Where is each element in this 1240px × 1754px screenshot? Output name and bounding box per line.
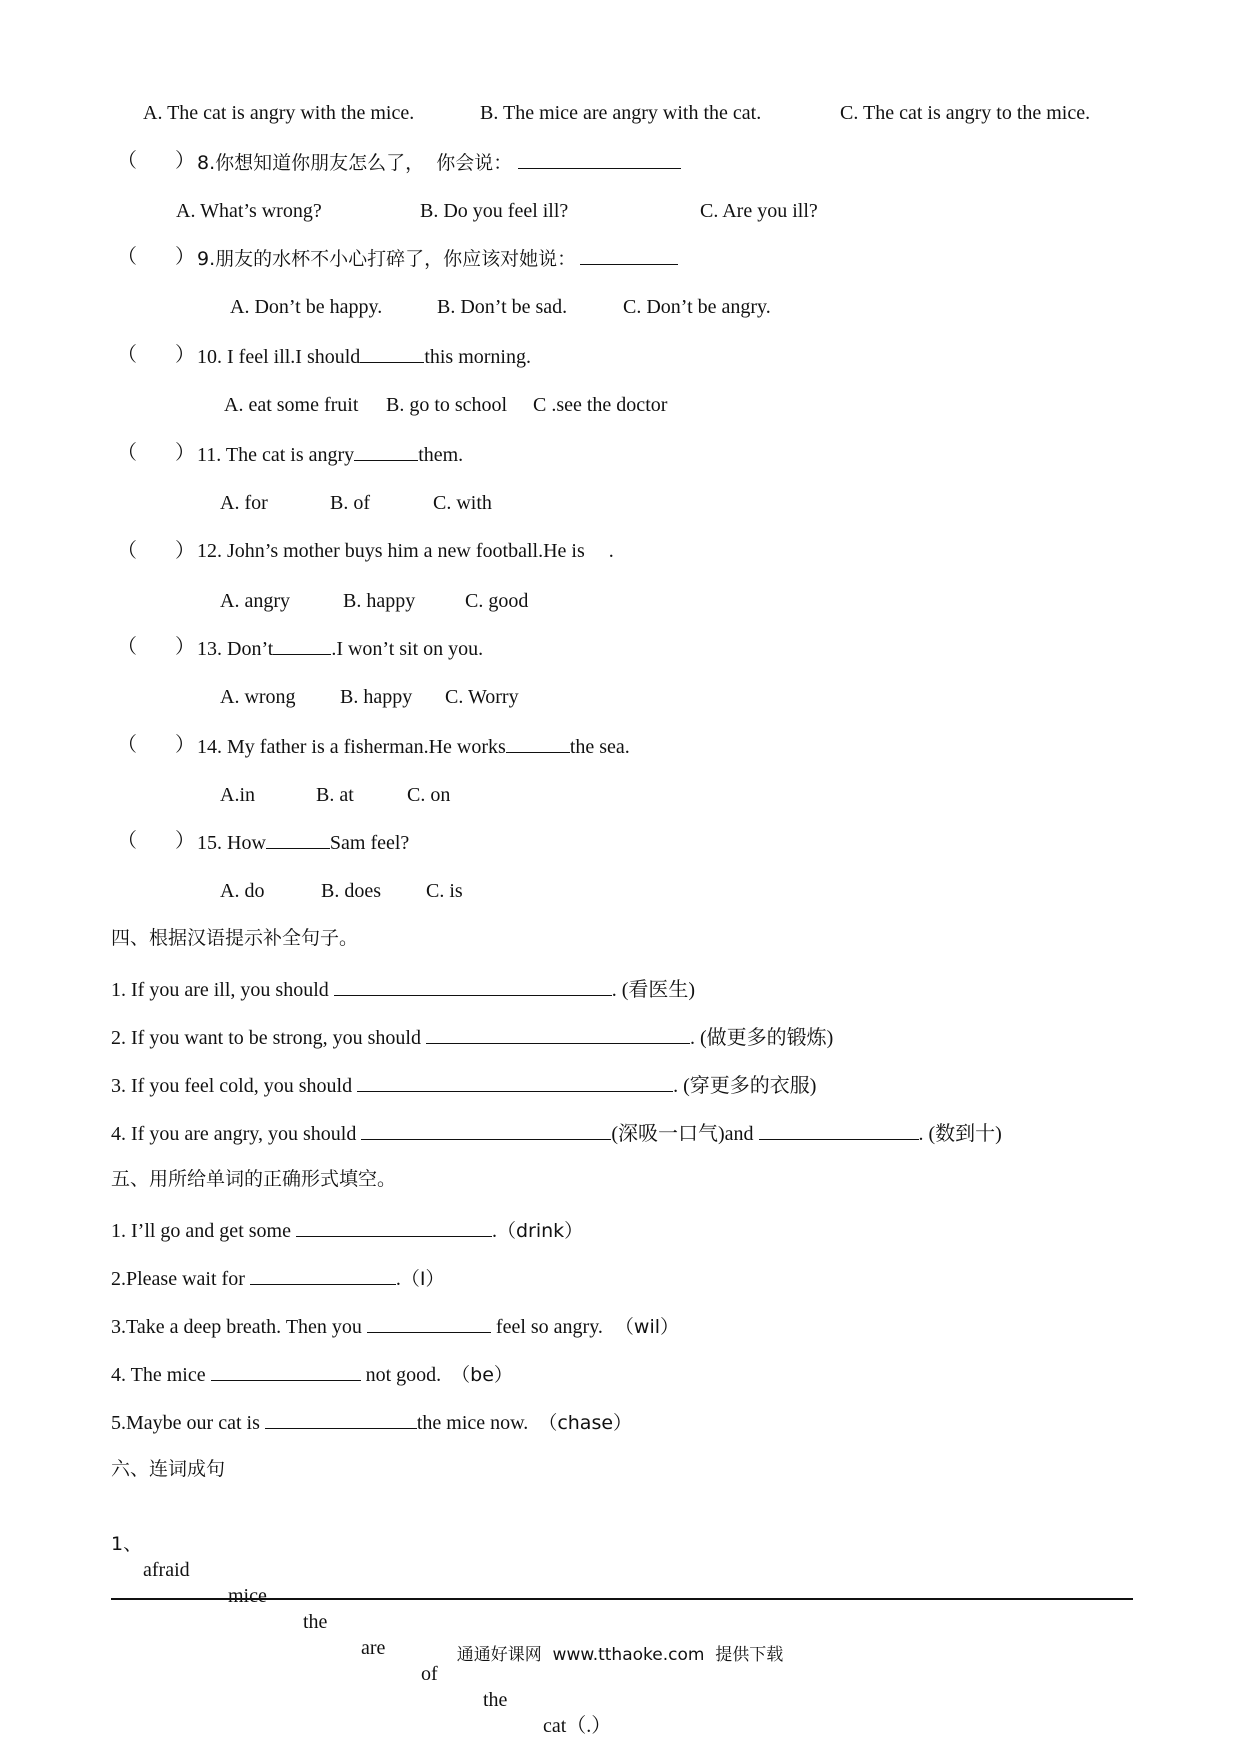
answer-paren-close: ） (175, 344, 195, 366)
answer-blank[interactable] (266, 828, 330, 849)
question-10 (197, 342, 531, 370)
q12-option-c: C. good (465, 590, 529, 612)
q8-option-a: A. What’s wrong? (176, 200, 322, 222)
q12-option-b: B. happy (343, 590, 416, 612)
s5-item-text: 1. I’ll go and get some (111, 1220, 296, 1242)
answer-blank[interactable] (250, 1264, 396, 1285)
question-text-before: Don’t (222, 638, 274, 660)
q9-option-b: B. Don’t be sad. (437, 296, 568, 318)
q9-option-c: C. Don’t be angry. (623, 296, 771, 318)
s5-item-hint: （wil） (614, 1316, 680, 1338)
s5-item-4 (111, 1360, 513, 1388)
question-text-after: .I won’t sit on you. (331, 638, 484, 660)
s4-item-hint: . (数到十) (918, 1123, 1002, 1145)
answer-paren-open: （ (117, 344, 137, 366)
s5-item-hint: （chase） (538, 1412, 633, 1434)
q14-option-a: A.in (220, 784, 255, 806)
s5-item-hint: （be） (451, 1364, 513, 1386)
q13-option-b: B. happy (340, 686, 413, 708)
scrambled-word: the (483, 1689, 508, 1711)
question-text-before: I feel ill.I should (222, 346, 361, 368)
scrambled-word: afraid (143, 1559, 190, 1581)
s5-item-text-after: the mice now. (416, 1412, 529, 1434)
answer-paren-open: （ (117, 442, 137, 464)
question-number: 10. (197, 346, 222, 368)
scrambled-word: mice (228, 1585, 267, 1607)
s5-item-text: 3.Take a deep breath. Then you (111, 1316, 367, 1338)
answer-blank[interactable] (367, 1312, 491, 1333)
s4-item-2 (111, 1023, 833, 1051)
answer-paren-close: ） (175, 442, 195, 464)
s4-item-text: 1. If you are ill, you should (111, 979, 334, 1001)
answer-blank[interactable] (759, 1119, 919, 1140)
question-text-before: My father is a fisherman.He works (222, 736, 506, 758)
q14-option-c: C. on (407, 784, 451, 806)
scrambled-word: cat（.） (543, 1715, 612, 1737)
answer-blank[interactable] (296, 1216, 492, 1237)
question-number: 13. (197, 638, 222, 660)
answer-paren-open: （ (117, 734, 137, 756)
answer-paren-close: ） (175, 734, 195, 756)
question-text-after: this morning. (424, 346, 531, 368)
s5-item-text-after: not good. (360, 1364, 442, 1386)
question-number: 12. (197, 540, 222, 562)
answer-paren-open: （ (117, 246, 137, 268)
s4-item-hint: (深吸一口气)and (611, 1123, 759, 1145)
answer-blank[interactable] (361, 1119, 611, 1140)
scrambled-word: are (361, 1637, 386, 1659)
question-number: 11. (197, 444, 222, 466)
question-text-before: How (222, 832, 266, 854)
answer-blank[interactable] (211, 1360, 361, 1381)
s5-item-text: 4. The mice (111, 1364, 211, 1386)
q8-option-b: B. Do you feel ill? (420, 200, 569, 222)
question-text-after: the sea. (569, 736, 630, 758)
question-text-before: The cat is angry (221, 444, 355, 466)
question-number: 9. (197, 248, 216, 270)
question-text-after: Sam feel? (329, 832, 410, 854)
s5-item-text: 5.Maybe our cat is (111, 1412, 265, 1434)
s6-item-1 (111, 1505, 612, 1739)
q10-option-a: A. eat some fruit (224, 394, 359, 416)
s5-item-2 (111, 1264, 444, 1292)
question-text: 你想知道你朋友怎么了， 你会说： (215, 152, 513, 174)
q15-option-b: B. does (321, 880, 381, 902)
q9-option-a: A. Don’t be happy. (230, 296, 383, 318)
q10-option-b: B. go to school (386, 394, 508, 416)
q13-option-c: C. Worry (445, 686, 519, 708)
answer-paren-open: （ (117, 540, 137, 562)
answer-blank[interactable] (360, 342, 424, 363)
q7-option-c: C. The cat is angry to the mice. (840, 102, 1091, 124)
s5-item-text-after: . (395, 1268, 401, 1290)
q8-option-c: C. Are you ill? (700, 200, 818, 222)
answer-paren-close: ） (175, 540, 195, 562)
scrambled-word: of (421, 1663, 438, 1685)
s4-item-4 (111, 1119, 1002, 1147)
scrambled-word: the (303, 1611, 328, 1633)
answer-paren-close: ） (175, 636, 195, 658)
q11-option-b: B. of (330, 492, 370, 514)
answer-blank[interactable] (357, 1071, 673, 1092)
answer-paren-open: （ (117, 830, 137, 852)
q15-option-a: A. do (220, 880, 265, 902)
footer-text: 通通好课网 www.tthaoke.com 提供下载 (456, 1645, 784, 1665)
section-4-title: 四、根据汉语提示补全句子。 (111, 927, 359, 949)
q12-option-a: A. angry (220, 590, 290, 612)
s4-item-text: 3. If you feel cold, you should (111, 1075, 358, 1097)
s4-item-3 (111, 1071, 816, 1099)
answer-paren-open: （ (117, 636, 137, 658)
answer-blank[interactable] (273, 634, 331, 655)
answer-blank[interactable] (426, 1023, 690, 1044)
s5-item-text: 2.Please wait for (111, 1268, 250, 1290)
q11-option-a: A. for (220, 492, 268, 514)
s4-item-hint: . (做更多的锻炼) (689, 1027, 834, 1049)
section-6-title: 六、连词成句 (111, 1458, 226, 1480)
section-5-title: 五、用所给单词的正确形式填空。 (111, 1168, 397, 1190)
question-number: 14. (197, 736, 222, 758)
question-13 (197, 634, 483, 662)
answer-paren-open: （ (117, 150, 137, 172)
s4-item-text: 4. If you are angry, you should (111, 1123, 362, 1145)
question-14 (197, 732, 630, 760)
question-text-after: them. (418, 444, 464, 466)
q10-option-c: C .see the doctor (533, 394, 668, 416)
question-number: 8. (197, 152, 216, 174)
s5-item-5 (111, 1408, 632, 1436)
q7-option-b: B. The mice are angry with the cat. (480, 102, 762, 124)
s5-item-text-after: . (491, 1220, 497, 1242)
question-11 (197, 440, 463, 468)
question-15 (197, 828, 409, 856)
answer-paren-close: ） (175, 150, 195, 172)
footer-divider (111, 1598, 1133, 1600)
s5-item-3 (111, 1312, 679, 1340)
answer-blank[interactable] (506, 732, 570, 753)
s6-item-number: 1、 (111, 1533, 143, 1555)
q13-option-a: A. wrong (220, 686, 296, 708)
question-number: 15. (197, 832, 222, 854)
s5-item-text-after: feel so angry. (490, 1316, 603, 1338)
s4-item-hint: . (穿更多的衣服) (673, 1075, 817, 1097)
q15-option-c: C. is (426, 880, 463, 902)
answer-blank[interactable] (518, 148, 681, 169)
answer-blank[interactable] (580, 244, 678, 265)
s5-item-hint: （I） (400, 1268, 445, 1290)
answer-paren-close: ） (175, 246, 195, 268)
q14-option-b: B. at (316, 784, 354, 806)
s4-item-1 (111, 975, 695, 1003)
answer-blank[interactable] (334, 975, 612, 996)
q11-option-c: C. with (433, 492, 492, 514)
s5-item-1 (111, 1216, 583, 1244)
answer-blank[interactable] (354, 440, 418, 461)
s5-item-hint: （drink） (496, 1220, 584, 1242)
question-text: 朋友的水杯不小心打碎了，你应该对她说： (215, 248, 577, 270)
q7-option-a: A. The cat is angry with the mice. (143, 102, 415, 124)
s4-item-text: 2. If you want to be strong, you should (111, 1027, 426, 1049)
answer-paren-close: ） (175, 830, 195, 852)
s4-item-hint: . (看医生) (611, 979, 696, 1001)
question-text-after: . (608, 540, 614, 562)
question-text-before: John’s mother buys him a new football.He is (222, 540, 585, 562)
question-12 (197, 538, 614, 564)
answer-blank[interactable] (265, 1408, 417, 1429)
question-9 (197, 244, 678, 272)
question-8 (197, 148, 681, 176)
